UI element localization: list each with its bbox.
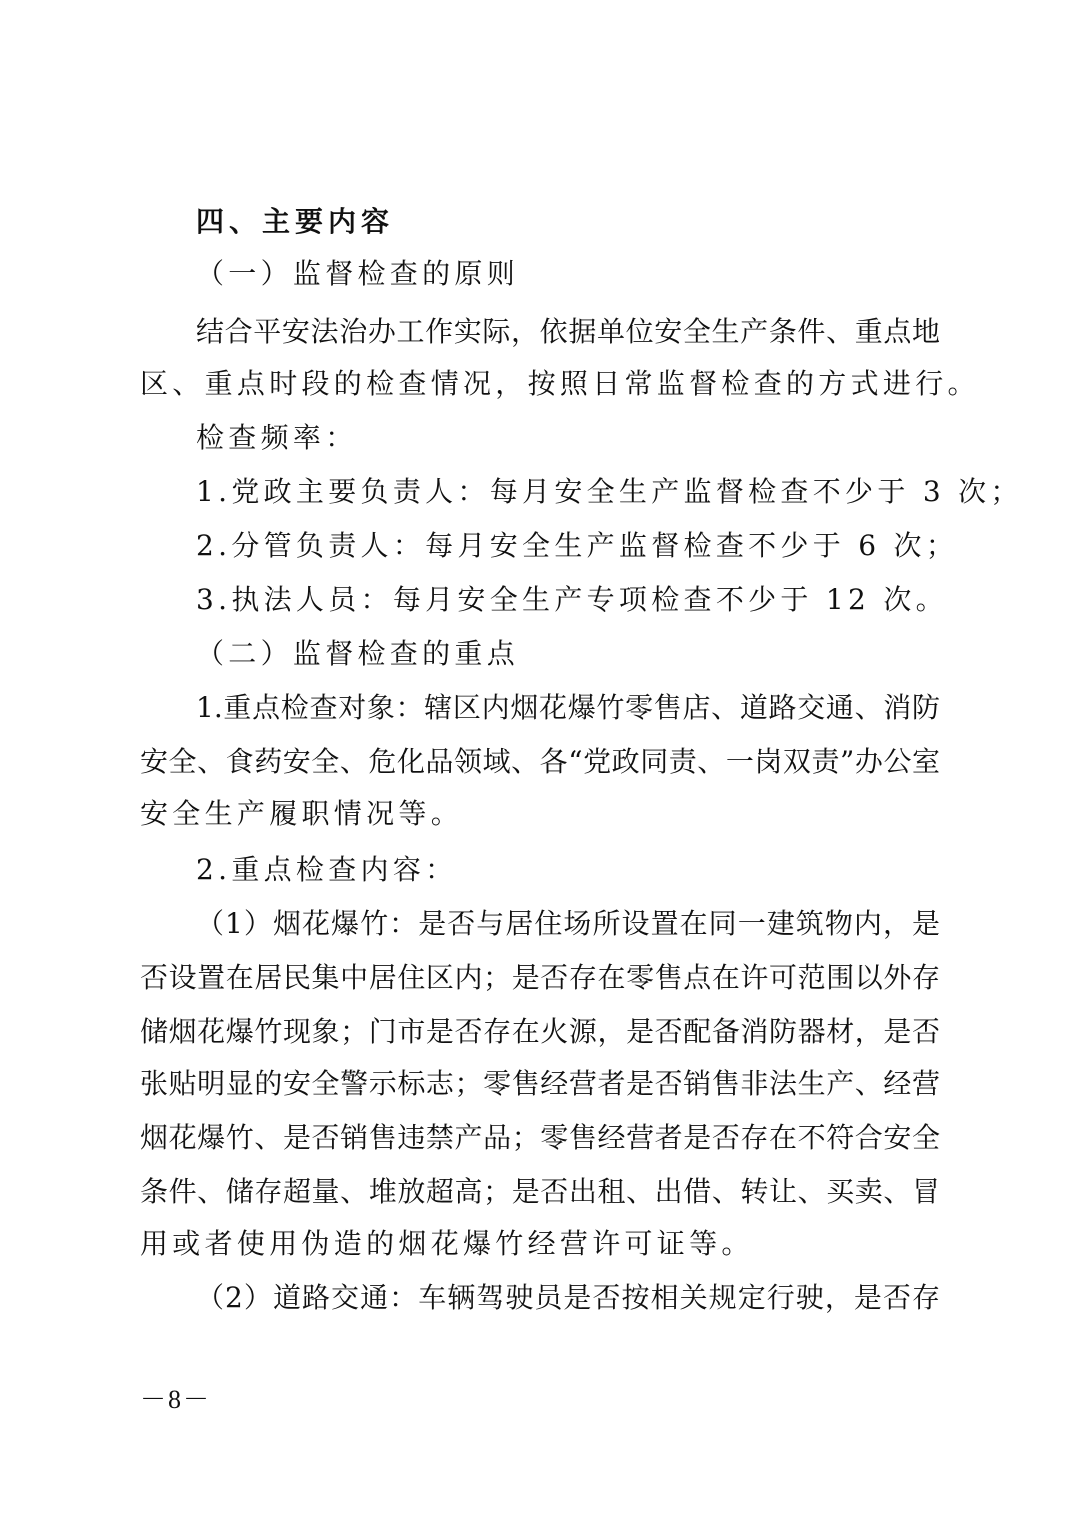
list-item: 2.分管负责人：每月安全生产监督检查不少于 6 次；: [196, 529, 959, 562]
paragraph-line: 结合平安法治办工作实际，依据单位安全生产条件、重点地: [196, 315, 940, 348]
paragraph-line: 2.重点检查内容：: [196, 853, 458, 886]
paragraph-line: 安全、食药安全、危化品领域、各“党政同责、一岗双责”办公室: [140, 745, 940, 778]
subsection-heading: （二）监督检查的重点: [196, 637, 520, 670]
paragraph-line: 烟花爆竹、是否销售违禁产品；零售经营者是否存在不符合安全: [140, 1121, 940, 1154]
list-item: 1.党政主要负责人：每月安全生产监督检查不少于 3 次；: [196, 475, 1023, 508]
paragraph-line: 张贴明显的安全警示标志；零售经营者是否销售非法生产、经营: [140, 1067, 940, 1100]
paragraph-line: 否设置在居民集中居住区内；是否存在零售点在许可范围以外存: [140, 961, 940, 994]
subsection-heading: （一）监督检查的原则: [196, 257, 520, 290]
paragraph-line: （1）烟花爆竹：是否与居住场所设置在同一建筑物内，是: [196, 907, 940, 940]
paragraph-line: 区、重点时段的检查情况，按照日常监督检查的方式进行。: [140, 367, 980, 400]
paragraph-line: 用或者使用伪造的烟花爆竹经营许可证等。: [140, 1227, 754, 1260]
paragraph-line: 1.重点检查对象：辖区内烟花爆竹零售店、道路交通、消防: [196, 691, 940, 724]
list-item: 3.执法人员：每月安全生产专项检查不少于 12 次。: [196, 583, 948, 616]
paragraph-line: 储烟花爆竹现象；门市是否存在火源，是否配备消防器材，是否: [140, 1015, 940, 1048]
paragraph-line: 条件、储存超量、堆放超高；是否出租、出借、转让、买卖、冒: [140, 1175, 940, 1208]
paragraph-line: （2）道路交通：车辆驾驶员是否按相关规定行驶，是否存: [196, 1281, 940, 1314]
paragraph-line: 检查频率：: [196, 421, 358, 454]
section-heading: 四、主要内容: [196, 205, 395, 238]
paragraph-line: 安全生产履职情况等。: [140, 797, 464, 830]
page-number: －8－: [140, 1385, 212, 1414]
